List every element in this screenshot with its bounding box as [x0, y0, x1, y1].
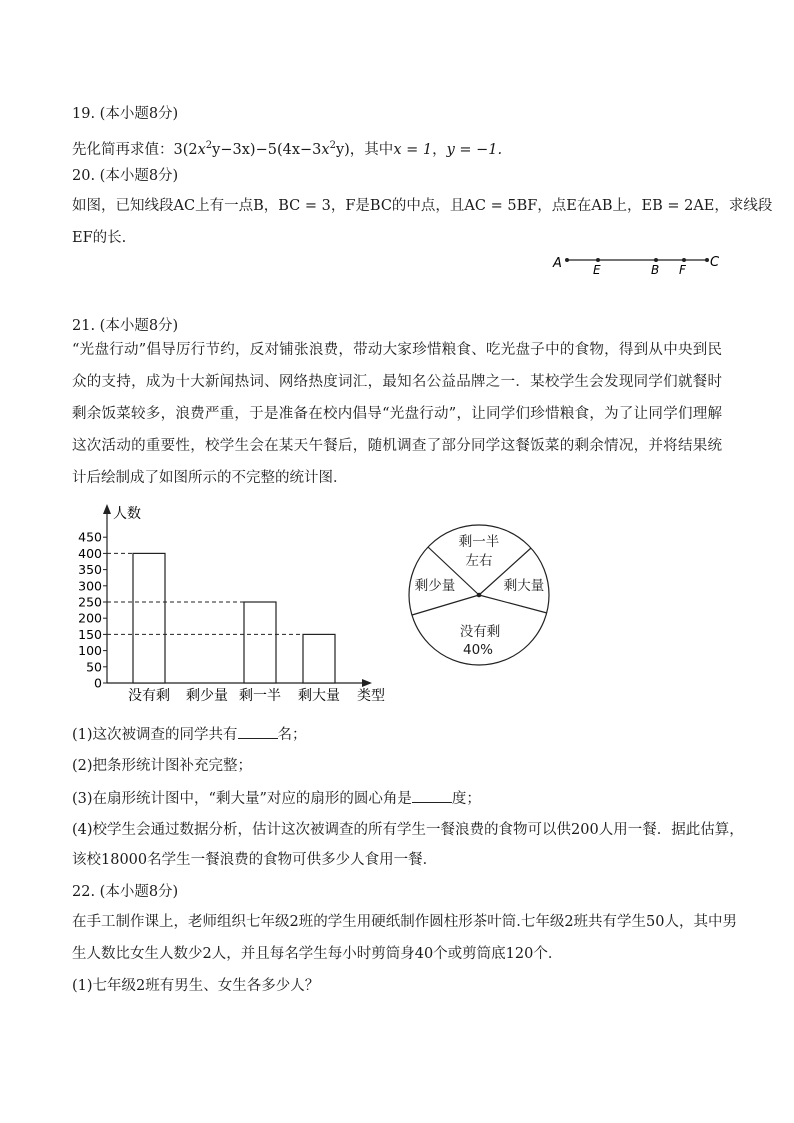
q20-line2: EF的长. — [72, 230, 127, 246]
point-c-label: C — [710, 255, 720, 270]
y-tick-label: 200 — [78, 610, 102, 626]
pie-divider-3 — [479, 595, 547, 613]
q19-text-d: ， — [432, 141, 447, 158]
q22-sub1: (1)七年级2班有男生、女生各多少人？ — [72, 978, 320, 994]
y-axis-arrow — [103, 504, 111, 514]
y-tick-label: 150 — [78, 626, 102, 642]
point-a-label: A — [553, 256, 562, 271]
y-tick-label: 50 — [86, 659, 102, 675]
y-tick-label: 0 — [94, 675, 102, 691]
y-tick-label: 350 — [78, 562, 102, 578]
q21-sub4-line1: (4)校学生会通过数据分析，估计这次被调查的所有学生一餐浪费的食物可以供200人用一餐．据此估算， — [72, 822, 744, 838]
q19-x-eq: x = 1 — [393, 141, 433, 158]
y-tick-label: 100 — [78, 643, 102, 659]
q21-intro: “光盘行动”倡导厉行节约，反对铺张浪费，带动大家珍惜粮食、吃光盘子中的食物，得到从中央到民众的支持，成为十大新闻热词、网络热度词汇，最知名公益品牌之一．某校学生会发现同学们就餐时剩余饭菜较多，浪费严重，于是准备在校内倡导“光盘行动”，让同学们珍惜粮食，为了让同学们理解这次活动的重要性，校学生会在某天午餐后，随机调查了部分同学这餐饭菜的剩余情况，并将结果统计后绘制成了如图所示的不完整的统计图． — [72, 342, 722, 486]
answer-blank-1[interactable] — [238, 724, 278, 739]
y-tick-label: 450 — [78, 529, 102, 545]
segment-figure — [545, 250, 725, 280]
slice-label-little: 剩少量 — [414, 578, 456, 594]
q20-header: 20. (本小题8分) — [72, 168, 179, 184]
q20-line1: 如图，已知线段AC上有一点B，BC = 3，F是BC的中点，且AC = 5BF，点E在AB上，EB = 2AE，求线段 — [72, 198, 773, 214]
bar-chart — [70, 500, 400, 710]
slice-label-half: 剩一半 左右 — [458, 534, 500, 569]
y-axis-label: 人数 — [113, 506, 141, 522]
x-axis-arrow — [362, 679, 372, 687]
bar-0 — [133, 553, 165, 683]
q21-header: 21. (本小题8分) — [72, 318, 179, 334]
q22-line1: 在手工制作课上，老师组织七年级2班的学生用硬纸制作圆柱形茶叶筒.七年级2班共有学生50人，其中男 — [72, 914, 738, 930]
q22-header: 22. (本小题8分) — [72, 884, 179, 900]
q21-sub4-line2: 该校18000名学生一餐浪费的食物可供多少人食用一餐． — [72, 852, 438, 868]
point-f-label: F — [679, 263, 686, 277]
pie-divider-4 — [412, 595, 479, 615]
point-b-label: B — [651, 263, 660, 277]
q19-y-eq: y = −1. — [446, 141, 503, 158]
x-category-label: 剩大量 — [298, 688, 340, 704]
slice-percent-none: 40% — [462, 642, 493, 658]
y-tick-label: 300 — [78, 578, 102, 594]
q19-text-b: y−3x)−5(4x−3 — [212, 141, 322, 158]
pie-center — [477, 593, 482, 598]
point-e-label: E — [593, 263, 601, 277]
q19-text-a: 先化简再求值：3(2 — [72, 141, 198, 158]
q22-line2: 生人数比女生人数少2人，并且每名学生每小时剪筒身40个或剪筒底120个． — [72, 946, 563, 962]
x-category-label: 剩一半 — [239, 688, 281, 704]
bar-2 — [244, 602, 276, 683]
x-category-label: 剩少量 — [186, 688, 228, 704]
q21-sub1: (1)这次被调查的同学共有 名； — [72, 724, 307, 745]
point-e-dot — [596, 258, 600, 262]
pie-chart — [405, 515, 555, 690]
answer-blank-2[interactable] — [412, 788, 452, 803]
x-category-label: 没有剩 — [128, 688, 170, 704]
point-b-dot — [654, 258, 658, 262]
q19-text-c: y)，其中 — [335, 141, 394, 158]
q19-header: 19. (本小题8分) — [72, 106, 179, 122]
slice-label-large: 剩大量 — [503, 578, 545, 594]
point-a-dot — [565, 258, 569, 262]
slice-label-none: 没有剩 — [459, 624, 501, 640]
q21-sub3: (3)在扇形统计图中，“剩大量”对应的扇形的圆心角是 度； — [72, 788, 481, 809]
point-f-dot — [682, 258, 686, 262]
y-tick-label: 400 — [78, 545, 102, 561]
x-axis-label: 类型 — [357, 688, 385, 704]
bar-3 — [303, 634, 335, 683]
y-tick-label: 250 — [78, 594, 102, 610]
q19-expression: 先化简再求值：$3(2x^2y-3x)-5(4x-3x^2y)$，其中x = 1，y = −1. — [72, 140, 503, 158]
point-c-dot — [705, 258, 709, 262]
q21-sub2: (2)把条形统计图补充完整； — [72, 758, 253, 774]
